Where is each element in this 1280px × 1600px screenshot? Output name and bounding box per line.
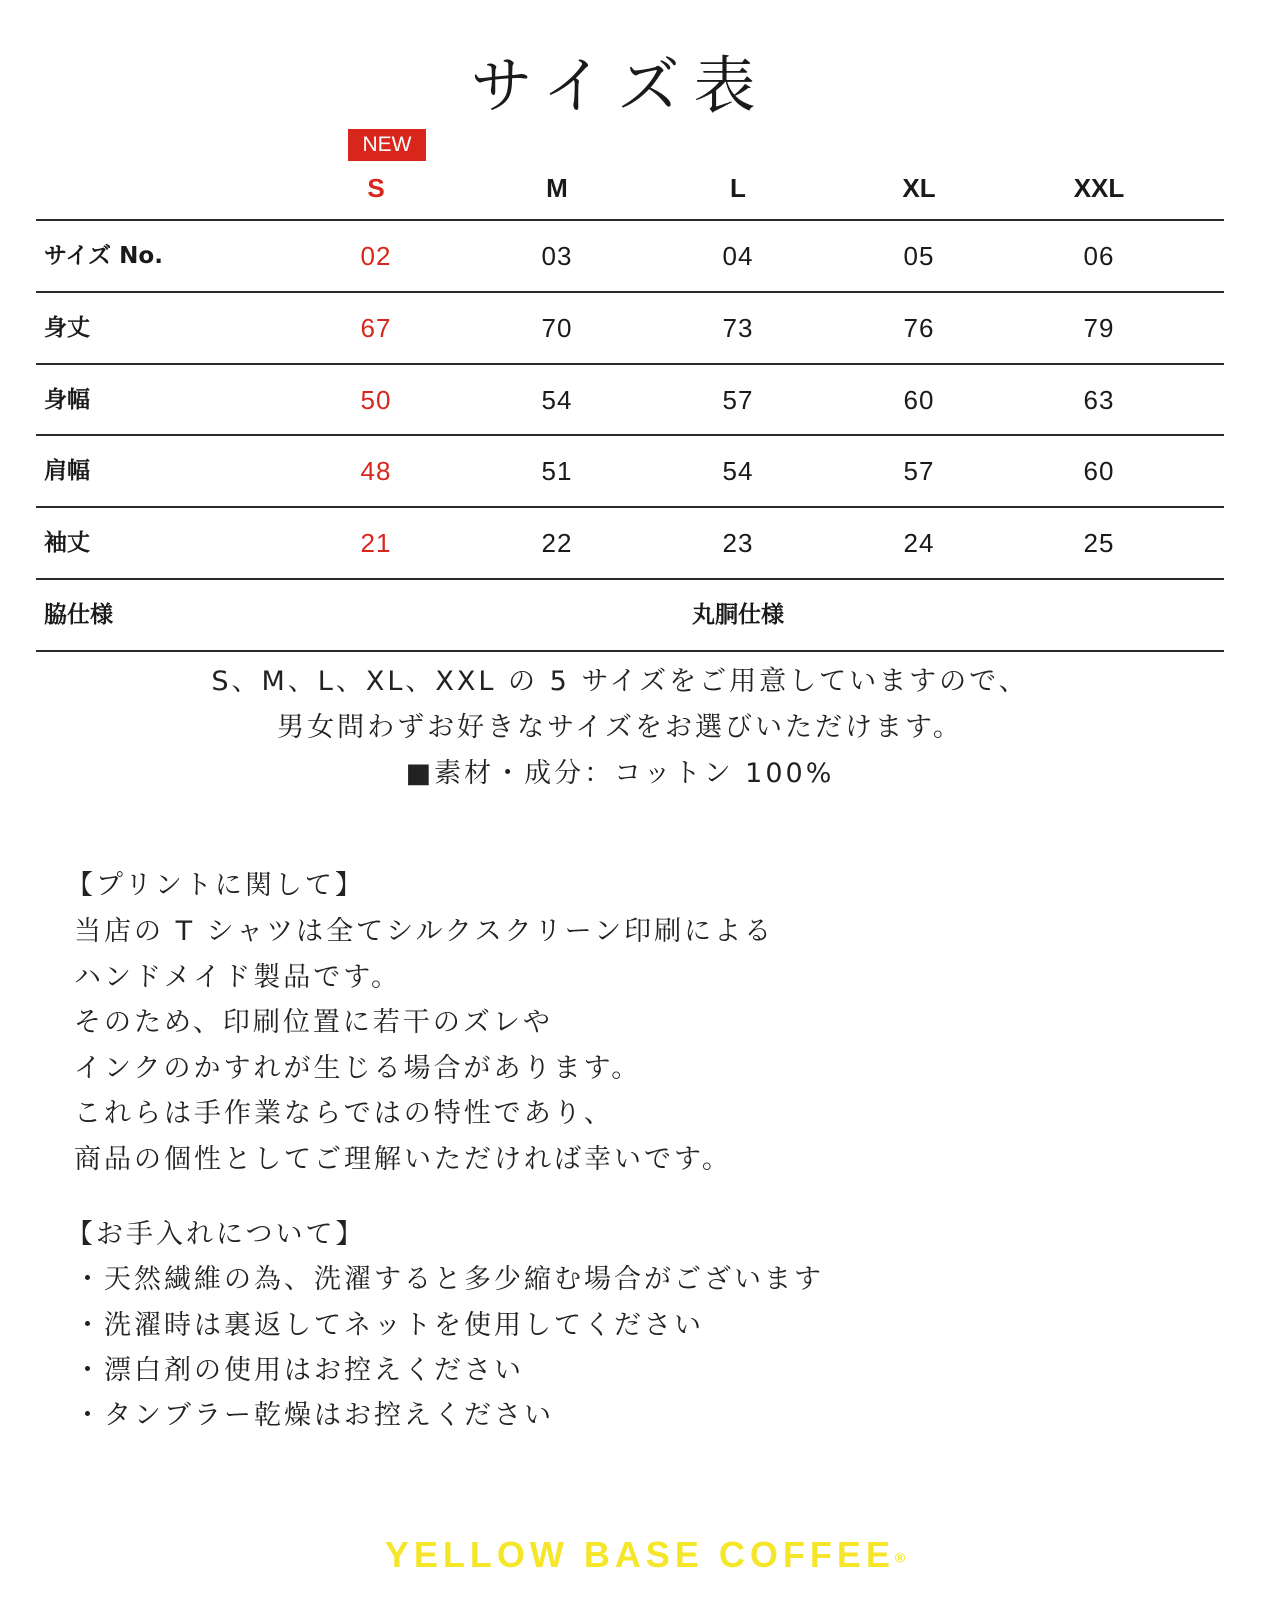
paragraph-line: 当店の T シャツは全てシルクスクリーン印刷による: [74, 916, 775, 947]
table-divider: [36, 650, 1224, 652]
table-cell: 23: [722, 528, 754, 558]
size-header-xl: XL: [902, 173, 936, 203]
section-heading: 【プリントに関して】: [66, 870, 365, 901]
size-header-m: M: [546, 173, 568, 203]
row-label: 身丈: [44, 315, 90, 341]
paragraph-line: これらは手作業ならではの特性であり、: [74, 1098, 614, 1129]
table-cell: 05: [903, 241, 935, 271]
table-cell: 67: [360, 313, 392, 343]
summary-line: 男女問わずお好きなサイズをお選びいただけます。: [277, 712, 963, 743]
side-spec-value: 丸胴仕様: [692, 602, 784, 628]
table-divider: [36, 578, 1224, 580]
row-label: 肩幅: [44, 458, 90, 484]
table-cell: 60: [903, 385, 935, 415]
paragraph-line: そのため、印刷位置に若干のズレや: [74, 1007, 553, 1038]
table-cell: 54: [541, 385, 573, 415]
paragraph-line: 商品の個性としてご理解いただければ幸いです。: [74, 1144, 732, 1175]
table-cell: 22: [541, 528, 573, 558]
table-cell: 21: [360, 528, 392, 558]
table-cell: 60: [1083, 456, 1115, 486]
list-item: ・天然繊維の為、洗濯すると多少縮む場合がございます: [74, 1264, 824, 1295]
paragraph-line: インクのかすれが生じる場合があります。: [74, 1053, 642, 1084]
table-cell: 63: [1083, 385, 1115, 415]
table-cell: 24: [903, 528, 935, 558]
paragraph-line: ハンドメイド製品です。: [74, 962, 402, 993]
summary-line: S、M、L、XL、XXL の 5 サイズをご用意していますので、: [211, 666, 1029, 697]
new-badge: NEW: [348, 129, 426, 161]
size-header-xxl: XXL: [1073, 173, 1125, 203]
table-cell: 02: [360, 241, 392, 271]
table-cell: 06: [1083, 241, 1115, 271]
row-label: 脇仕様: [44, 602, 113, 628]
section-heading: 【お手入れについて】: [66, 1219, 366, 1250]
table-cell: 70: [541, 313, 573, 343]
table-cell: 03: [541, 241, 573, 271]
size-header-s: S: [367, 173, 385, 203]
row-label: サイズ No.: [44, 243, 163, 269]
material-line: ■素材・成分：コットン 100%: [405, 758, 835, 789]
list-item: ・洗濯時は裏返してネットを使用してください: [74, 1310, 704, 1341]
list-item: ・漂白剤の使用はお控えください: [74, 1355, 524, 1386]
table-cell: 79: [1083, 313, 1115, 343]
row-label: 身幅: [44, 387, 90, 413]
registered-mark: ®: [894, 1549, 906, 1566]
table-cell: 54: [722, 456, 754, 486]
table-cell: 51: [541, 456, 573, 486]
size-header-l: L: [730, 173, 746, 203]
table-cell: 04: [722, 241, 754, 271]
table-cell: 57: [722, 385, 754, 415]
table-cell: 48: [360, 456, 392, 486]
brand-logo: [0, 1533, 1280, 1577]
table-cell: 76: [903, 313, 935, 343]
table-cell: 25: [1083, 528, 1115, 558]
table-cell: 73: [722, 313, 754, 343]
brand-logo-text: YELLOW BASE COFFEE: [384, 1534, 895, 1575]
row-label: 袖丈: [44, 530, 90, 556]
list-item: ・タンブラー乾燥はお控えください: [74, 1400, 554, 1431]
page-title: サイズ表: [470, 49, 770, 122]
table-cell: 57: [903, 456, 935, 486]
table-cell: 50: [360, 385, 392, 415]
